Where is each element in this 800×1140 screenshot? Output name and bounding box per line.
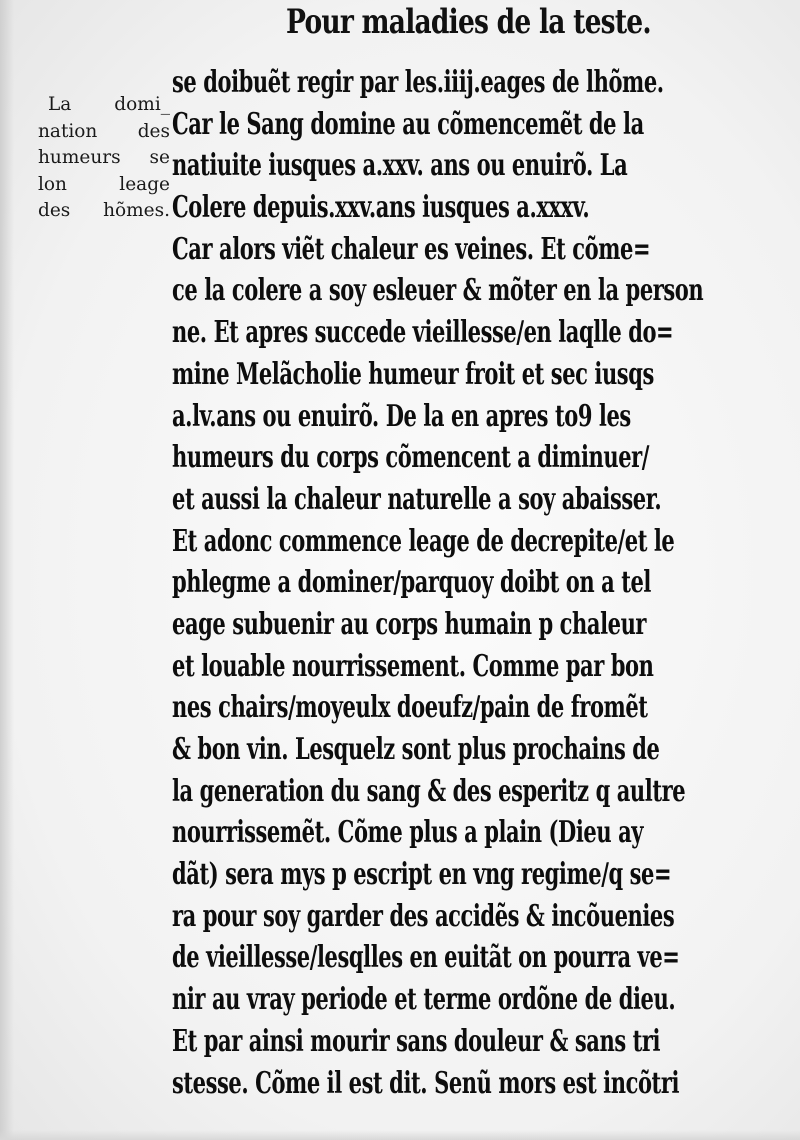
text-line: ne. Et apres succede vieillesse/en laqlle do=: [172, 315, 674, 351]
text-line: humeurs du corps cõmencent a diminuer/: [172, 440, 650, 476]
text-line: Car alors viẽt chaleur es veines. Et cõme=: [172, 231, 651, 267]
text-line: dãt) sera mys p escript en vng regime/q se=: [172, 857, 672, 893]
text-line: ra pour soy garder des accidẽs & incõuenies: [172, 898, 675, 934]
page-gutter-shadow: [0, 0, 14, 1140]
marginal-note-line: des hõmes.: [38, 200, 170, 221]
marginal-note-line: humeurs se: [38, 147, 170, 168]
text-line: a.lv.ans ou enuirõ. De la en apres to9 les: [172, 398, 631, 434]
text-line: Et adonc commence leage de decrepite/et le: [172, 523, 675, 559]
text-line: Car le Sang domine au cõmencemẽt de la: [172, 106, 644, 142]
marginal-note-line: La domi_: [48, 94, 170, 115]
marginal-note: [38, 92, 170, 225]
marginal-note-line: nation des: [38, 120, 170, 142]
marginal-note-line: lon leage: [38, 173, 170, 195]
text-line: phlegme a dominer/parquoy doibt on a tel: [172, 565, 651, 601]
text-line: & bon vin. Lesquelz sont plus prochains de: [172, 732, 660, 767]
text-line: nourrissemẽt. Cõme plus a plain (Dieu ay: [172, 815, 644, 851]
body-text: [172, 62, 778, 1104]
page-bottom-shadow: [0, 1130, 800, 1140]
text-line: stesse. Cõme il est dit. Senũ mors est incõtri: [172, 1065, 680, 1101]
running-head: Pour maladies de la teste.: [286, 2, 651, 42]
text-line: ce la colere a soy esleuer & mõter en la person: [172, 273, 704, 309]
text-line: nes chairs/moyeulx doeufz/pain de fromẽt: [172, 690, 648, 726]
text-line: et aussi la chaleur naturelle a soy abaisser.: [172, 481, 662, 517]
text-line: mine Melãcholie humeur froit et sec iusqs: [172, 356, 654, 392]
text-line: nir au vray periode et terme ordõne de dieu.: [172, 982, 676, 1018]
text-line: et louable nourrissement. Comme par bon: [172, 648, 654, 684]
text-line: de vieillesse/lesqlles en euitãt on pourra ve=: [172, 940, 680, 976]
text-line: eage subuenir au corps humain p chaleur: [172, 606, 647, 642]
text-line: natiuite iusques a.xxv. ans ou enuirõ. La: [172, 148, 628, 184]
text-line: la generation du sang & des esperitz q aultre: [172, 773, 686, 809]
text-line: Et par ainsi mourir sans douleur & sans tri: [172, 1023, 661, 1059]
text-line: se doibuẽt regir par les.iiij.eages de lhõme.: [172, 65, 664, 100]
text-line: Colere depuis.xxv.ans iusques a.xxxv.: [172, 190, 590, 226]
